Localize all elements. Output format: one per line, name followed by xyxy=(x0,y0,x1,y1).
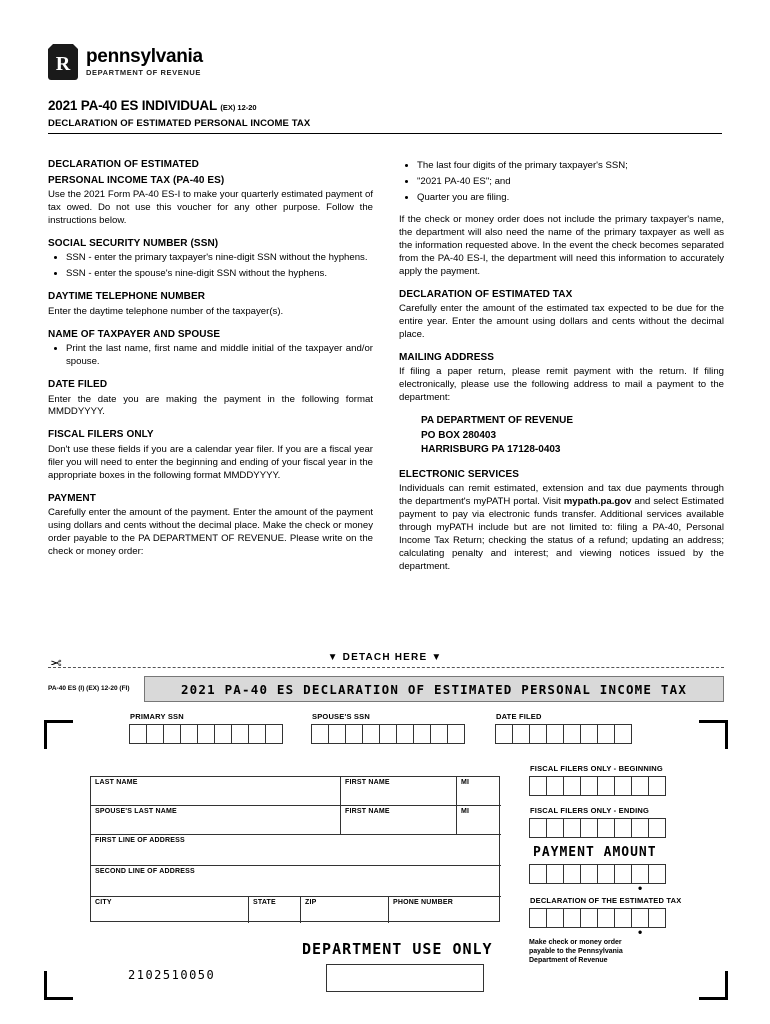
ssn-box[interactable] xyxy=(129,724,147,744)
electronic-text-part2: and select Estimated payment to pay via electronic funds transfer. Additional services available through myPATH include but are not limited to: filing a PA-40, Personal Income Tax Return; checking the status of a refund; updating an address; calculating penalty and interest; and viewing notices issued by the department. xyxy=(399,496,724,572)
ssn-bullet-list xyxy=(48,252,373,281)
fiscal-box[interactable] xyxy=(614,776,632,796)
spouse-first-name-label: FIRST NAME xyxy=(345,808,390,815)
list-item: • "2021 PA-40 ES"; and xyxy=(417,176,724,189)
date-filed-heading: DATE FILED xyxy=(48,379,108,390)
amount-box[interactable] xyxy=(546,864,564,884)
address-line-3: HARRISBURG PA 17128-0403 xyxy=(421,444,561,456)
zip-field[interactable] xyxy=(301,897,389,923)
corner-mark-bottom-right xyxy=(699,971,728,1000)
ssn-box[interactable] xyxy=(447,724,465,744)
fiscal-begin-label: FISCAL FILERS ONLY - BEGINNING xyxy=(530,764,663,773)
fiscal-box[interactable] xyxy=(580,818,598,838)
electronic-services-heading: ELECTRONIC SERVICES xyxy=(399,468,520,480)
separated-check-paragraph: If the check or money order does not include the primary taxpayer's name, the department will also need the name of the primary taxpayer as well as the information requested above. In the event the check becomes separated from the PA-40 ES-I, the department will need this information to accurately apply the payment. xyxy=(399,213,724,277)
fiscal-box[interactable] xyxy=(597,818,615,838)
fiscal-box[interactable] xyxy=(563,776,581,796)
keystone-icon xyxy=(48,44,78,80)
voucher-banner: 2021 PA-40 ES DECLARATION OF ESTIMATED PERSONAL INCOME TAX xyxy=(144,676,724,702)
ssn-box[interactable] xyxy=(362,724,380,744)
declaration-tax-paragraph: Carefully enter the amount of the estimated tax expected to be due for the entire year. Enter the amount using dollars and cents without the decimal place. xyxy=(399,303,724,340)
fiscal-box[interactable] xyxy=(529,818,547,838)
date-box[interactable] xyxy=(597,724,615,744)
ssn-box[interactable] xyxy=(413,724,431,744)
corner-mark-top-right xyxy=(699,720,728,749)
date-filed-label: DATE FILED xyxy=(496,712,542,721)
ssn-box[interactable] xyxy=(311,724,329,744)
declaration-decimal-mark: • xyxy=(638,925,643,939)
spouse-first-name-field[interactable] xyxy=(341,806,457,835)
date-box[interactable] xyxy=(563,724,581,744)
brand-name: pennsylvania xyxy=(86,46,203,68)
ssn-box[interactable] xyxy=(430,724,448,744)
amount-box[interactable] xyxy=(597,864,615,884)
amount-box[interactable] xyxy=(529,908,547,928)
payment-paragraph: Carefully enter the amount of the payment. Enter the amount of the payment using dollars and cents without the decimal place. Make the check or money order payable to the PA DEPARTMENT OF REVENUE. Please write on the check or money order: xyxy=(48,507,373,557)
payment-decimal-mark: • xyxy=(638,881,643,895)
page-title xyxy=(48,98,722,113)
fiscal-end-input[interactable] xyxy=(529,818,665,838)
phone-paragraph: Enter the daytime telephone number of the taxpayer(s). xyxy=(48,305,284,317)
fiscal-box[interactable] xyxy=(648,818,666,838)
phone-number-label: PHONE NUMBER xyxy=(393,899,453,906)
department-use-box[interactable] xyxy=(326,964,484,992)
declaration-heading-line2: PERSONAL INCOME TAX (PA-40 ES) xyxy=(48,174,225,186)
department-use-label: DEPARTMENT USE ONLY xyxy=(302,940,493,958)
right-column xyxy=(399,158,724,583)
fiscal-box[interactable] xyxy=(597,776,615,796)
page-title-text: 2021 PA-40 ES INDIVIDUAL xyxy=(48,98,217,113)
primary-ssn-label: PRIMARY SSN xyxy=(130,712,184,721)
list-item: • The last four digits of the primary taxpayer's SSN; xyxy=(417,160,724,173)
fiscal-begin-input[interactable] xyxy=(529,776,665,796)
name-bullet-list xyxy=(48,343,373,369)
phone-number-field[interactable] xyxy=(389,897,501,923)
state-label: STATE xyxy=(253,899,276,906)
mailing-address-block xyxy=(421,414,724,458)
page-title-suffix: (EX) 12-20 xyxy=(220,103,257,112)
declaration-tax-heading: DECLARATION OF ESTIMATED TAX xyxy=(399,288,573,300)
barcode-number: 2102510050 xyxy=(128,968,216,982)
fiscal-box[interactable] xyxy=(546,776,564,796)
declaration-heading-line1: DECLARATION OF ESTIMATED xyxy=(48,159,199,170)
ssn-box[interactable] xyxy=(197,724,215,744)
keystone-letter: R xyxy=(55,52,71,75)
spouse-ssn-input[interactable] xyxy=(311,724,464,744)
ssn-box[interactable] xyxy=(163,724,181,744)
intro-paragraph: Use the 2021 Form PA-40 ES-I to make your quarterly estimated payment of tax owed. Do not use this voucher for any other purpose. Follow the instructions below. xyxy=(48,189,373,226)
ssn-box[interactable] xyxy=(396,724,414,744)
detach-label: ▼ DETACH HERE ▼ xyxy=(327,652,443,663)
payment-heading: PAYMENT xyxy=(48,492,96,504)
voucher-header xyxy=(48,676,724,702)
spouse-last-name-label: SPOUSE'S LAST NAME xyxy=(95,808,177,815)
amount-box[interactable] xyxy=(580,864,598,884)
check-note-line-1: Make check or money order xyxy=(529,939,622,946)
date-box[interactable] xyxy=(580,724,598,744)
check-note-line-3: Department of Revenue xyxy=(529,957,608,965)
ssn-box[interactable] xyxy=(180,724,198,744)
date-box[interactable] xyxy=(495,724,513,744)
fiscal-filers-heading: FISCAL FILERS ONLY xyxy=(48,429,154,441)
spouse-last-name-field[interactable] xyxy=(91,806,341,835)
ssn-box[interactable] xyxy=(248,724,266,744)
mailing-address-paragraph: If filing a paper return, please remit payment with the return. If filing electronically, please use the following address to mail a payment to the department: xyxy=(399,366,724,404)
fiscal-box[interactable] xyxy=(563,818,581,838)
check-note-line-2: payable to the Pennsylvania xyxy=(529,948,623,956)
fiscal-box[interactable] xyxy=(648,776,666,796)
address-line-2: PO BOX 280403 xyxy=(421,429,497,441)
amount-box[interactable] xyxy=(580,908,598,928)
mailing-address-heading: MAILING ADDRESS xyxy=(399,351,495,363)
spouse-mi-label: MI xyxy=(461,808,470,815)
date-box[interactable] xyxy=(529,724,547,744)
amount-box[interactable] xyxy=(614,908,632,928)
voucher-form-code: PA-40 ES (I) (EX) 12-20 (FI) xyxy=(48,685,130,693)
document-header xyxy=(48,44,722,134)
corner-mark-bottom-left xyxy=(44,971,73,1000)
ssn-box[interactable] xyxy=(265,724,283,744)
fiscal-box[interactable] xyxy=(529,776,547,796)
last-name-field[interactable] xyxy=(91,777,341,806)
last-name-label: LAST NAME xyxy=(95,779,138,786)
amount-box[interactable] xyxy=(614,864,632,884)
ssn-box[interactable] xyxy=(345,724,363,744)
fiscal-box[interactable] xyxy=(580,776,598,796)
instructions-body xyxy=(48,158,724,583)
date-filed-paragraph: Enter the date you are making the payment in the following format MMDDYYYY. xyxy=(48,393,373,418)
fiscal-box[interactable] xyxy=(546,818,564,838)
amount-box[interactable] xyxy=(648,864,666,884)
check-bullet-list xyxy=(399,160,724,205)
list-item: • Print the last name, first name and middle initial of the taxpayer and/or spouse. xyxy=(66,343,373,369)
address-line-1-field[interactable] xyxy=(91,835,501,866)
first-name-label: FIRST NAME xyxy=(345,779,390,786)
check-payable-note xyxy=(529,938,699,965)
date-filed-input[interactable] xyxy=(495,724,631,744)
primary-ssn-input[interactable] xyxy=(129,724,282,744)
amount-box[interactable] xyxy=(529,864,547,884)
page-subtitle: DECLARATION OF ESTIMATED PERSONAL INCOME TAX xyxy=(48,118,311,129)
mypath-link[interactable]: mypath.pa.gov xyxy=(563,496,632,508)
date-box[interactable] xyxy=(512,724,530,744)
corner-mark-top-left xyxy=(44,720,73,749)
ssn-box[interactable] xyxy=(379,724,397,744)
declaration-amount-input[interactable] xyxy=(529,908,665,928)
name-address-grid xyxy=(90,776,500,922)
list-item: • SSN - enter the spouse's nine-digit SSN without the hyphens. xyxy=(66,268,373,281)
brand-text xyxy=(86,47,203,77)
first-name-field[interactable] xyxy=(341,777,457,806)
ssn-heading: SOCIAL SECURITY NUMBER (SSN) xyxy=(48,237,219,249)
fiscal-filers-paragraph: Don't use these fields if you are a calendar year filer. If you are a fiscal year filer you will need to enter the beginning and ending of your fiscal year in the appropriate boxes in the following format MMDDYYYY. xyxy=(48,443,373,481)
mi-label: MI xyxy=(461,779,470,786)
phone-heading: DAYTIME TELEPHONE NUMBER xyxy=(48,291,206,303)
date-box[interactable] xyxy=(614,724,632,744)
ssn-box[interactable] xyxy=(328,724,346,744)
electronic-services-paragraph xyxy=(399,483,724,574)
declaration-amount-label: DECLARATION OF THE ESTIMATED TAX xyxy=(530,896,682,905)
ssn-box[interactable] xyxy=(214,724,232,744)
detach-dashed-line xyxy=(48,667,724,668)
city-label: CITY xyxy=(95,899,112,906)
fiscal-box[interactable] xyxy=(614,818,632,838)
fiscal-box[interactable] xyxy=(631,818,649,838)
amount-box[interactable] xyxy=(563,908,581,928)
mi-field[interactable] xyxy=(457,777,501,806)
voucher-area xyxy=(44,712,728,1004)
amount-box[interactable] xyxy=(546,908,564,928)
brand-subtitle: DEPARTMENT OF REVENUE xyxy=(86,67,201,77)
ssn-box[interactable] xyxy=(231,724,249,744)
amount-box[interactable] xyxy=(597,908,615,928)
fiscal-box[interactable] xyxy=(631,776,649,796)
spouse-ssn-label: SPOUSE'S SSN xyxy=(312,712,370,721)
payment-amount-input[interactable] xyxy=(529,864,665,884)
name-heading: NAME OF TAXPAYER AND SPOUSE xyxy=(48,328,221,340)
agency-logo xyxy=(48,44,722,80)
list-item: • SSN - enter the primary taxpayer's nine-digit SSN without the hyphens. xyxy=(66,252,373,265)
spouse-mi-field[interactable] xyxy=(457,806,501,835)
date-box[interactable] xyxy=(546,724,564,744)
amount-box[interactable] xyxy=(563,864,581,884)
address-line-1-label: FIRST LINE OF ADDRESS xyxy=(95,837,185,844)
scissors-icon: ✂ xyxy=(50,655,62,671)
state-field[interactable] xyxy=(249,897,301,923)
zip-label: ZIP xyxy=(305,899,317,906)
list-item: • Quarter you are filing. xyxy=(417,192,724,205)
amount-box[interactable] xyxy=(648,908,666,928)
fiscal-end-label: FISCAL FILERS ONLY - ENDING xyxy=(530,806,650,815)
address-line-2-field[interactable] xyxy=(91,866,501,897)
left-column xyxy=(48,158,373,583)
city-field[interactable] xyxy=(91,897,249,923)
address-line-1: PA DEPARTMENT OF REVENUE xyxy=(421,415,574,427)
electronic-text-part1: Individuals can remit estimated, extension and tax due payments through the department's myPATH portal. Visit xyxy=(399,483,724,508)
ssn-box[interactable] xyxy=(146,724,164,744)
header-divider xyxy=(48,133,722,134)
address-line-2-label: SECOND LINE OF ADDRESS xyxy=(95,868,195,875)
payment-amount-label: PAYMENT AMOUNT xyxy=(533,845,657,860)
